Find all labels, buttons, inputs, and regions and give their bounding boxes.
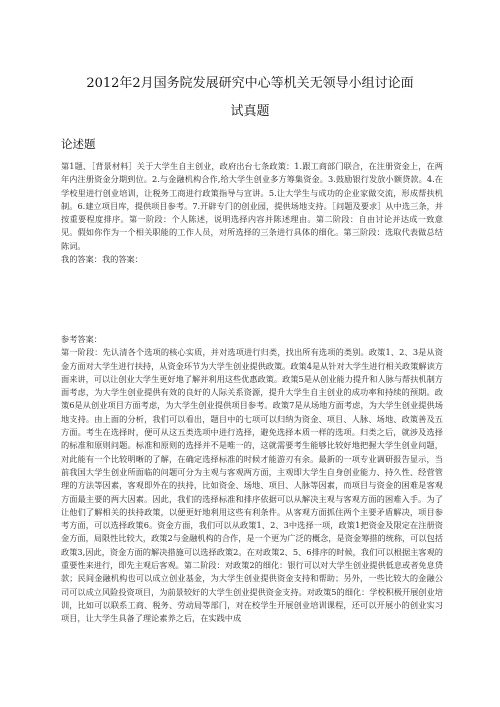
reference-answer-text: 第一阶段：先认清各个选项的核心实质，并对选项进行归类，找出所有选项的类别。政策1、2、3是从资金方面对大学生进行扶持，从资金环节为大学生创业提供政策。政策4是从针对大学生进行相关政策解读方面来讲，可以让创业大学生更好地了解并利用这些优惠政策。政策5是从创业能力提升和人脉与帮扶机制方面考虑，为大学生创业提供有效的良好的人际关系资源，提升大学生自主创业的成功率和持续的预期。政策6是从创业项目方面考虑，为大学生创业提供项目参考。政策7是从场地方面考虑，为大学生创业提供场地支持。由上面的分析，我们可以看出，题目中的七项可以归纳为资金、项目、人脉、场地、政策善及五方面。考生在选择时，便可从这五类选项中进行选择，避免选择本质一样的选项。归类之后，就涉及选择的标准和原则问题。标准和原则的选择并不是唯一的，这就需要考生能够比较好地把握大学生创业问题，对此能有一个比较明晰的了解，在确定选择标准的时候才能游刃有余。最新的一项专业调研报告显示，当前我国大学生创业所面临的问题可分为主观与客观两方面，主观即大学生自身创业能力、持久性、经营管理的方法等因素，客观即外在的扶持，比如资金、场地、项目、人脉等因素，而项目与资金的困难是客观方面最主要的两大因素。因此，我们的选择标准和排序依据可以从解决主观与客观方面的困难入手。为了让他们了解相关的扶持政策，以便更好地利用这些有利条件。从客观方面抓住两个主要矛盾解决，项目参考方面，可以选择政策6。资金方面，我们可以从政策1、2、3中选择一项，政策1把资金及限定在注册资金方面，局限性比较大，政策2与金融机构的合作，是一个更为广泛的概念，是资金筹措的统称，可以包括政策3,因此，资金方面的解决措施可以选择政策2。在对政策2、5、6排序的时候，我们可以根据主客观的重要性来进行，即先主观后客观。第二阶段：对政策2的细化：银行可以对大学生创业提供低息或者免息贷款；民间金融机构也可以成立创业基金，为大学生创业提供资金支持和帮助；另外，一些比较大的金融公司可以成立风险投资项目，为前景较好的大学生创业提供资金支持。对政策5的细化：学校积极开展创业培训，比如可以联系工商、税务、劳动局等部门，对在校学生开展创业培训课程，还可以开展小的创业实习项目，让大学生具备了理论素养之后，在实践中成 xyxy=(61,347,443,624)
section-heading: 论述题 xyxy=(61,137,96,151)
document-title-line-2: 试真题 xyxy=(230,104,270,119)
question-text: 第1题、［背景材料］关于大学生自主创业，政府出台七条政策：1.跟工商部门联合，在注册资金上，在两年内注册资金分期到位。2.与金融机构合作,给大学生创业多方筹集资金。3.鼓励银行发放小额贷款。4.在学校里进行创业培训，让税务工商进行政策指导与宣讲。5.让大学生与成功的企业家做交流，形成帮扶机制。6.建立项目库，提供项目参考。7.开辟专门的创业园，提供场地支持。［问题及要求］从中选三条，并按重要程度排序。第一阶段：个人陈述，说明选择内容并陈述理由。第二阶段：自由讨论并达成一致意见。假如你作为一个相关职能的工作人员，对所选择的三条进行具体的细化。第三阶段：选取代表做总结陈词。 xyxy=(61,161,443,251)
my-answer-text: 我的答案：我的答案： xyxy=(61,254,143,265)
reference-answer-block xyxy=(61,333,443,683)
reference-heading: 参考答案： xyxy=(61,334,102,344)
question-block xyxy=(61,160,443,310)
document-title-line-1: 2012年2月国务院发展研究中心等机关无领导小组讨论面 xyxy=(86,76,414,91)
